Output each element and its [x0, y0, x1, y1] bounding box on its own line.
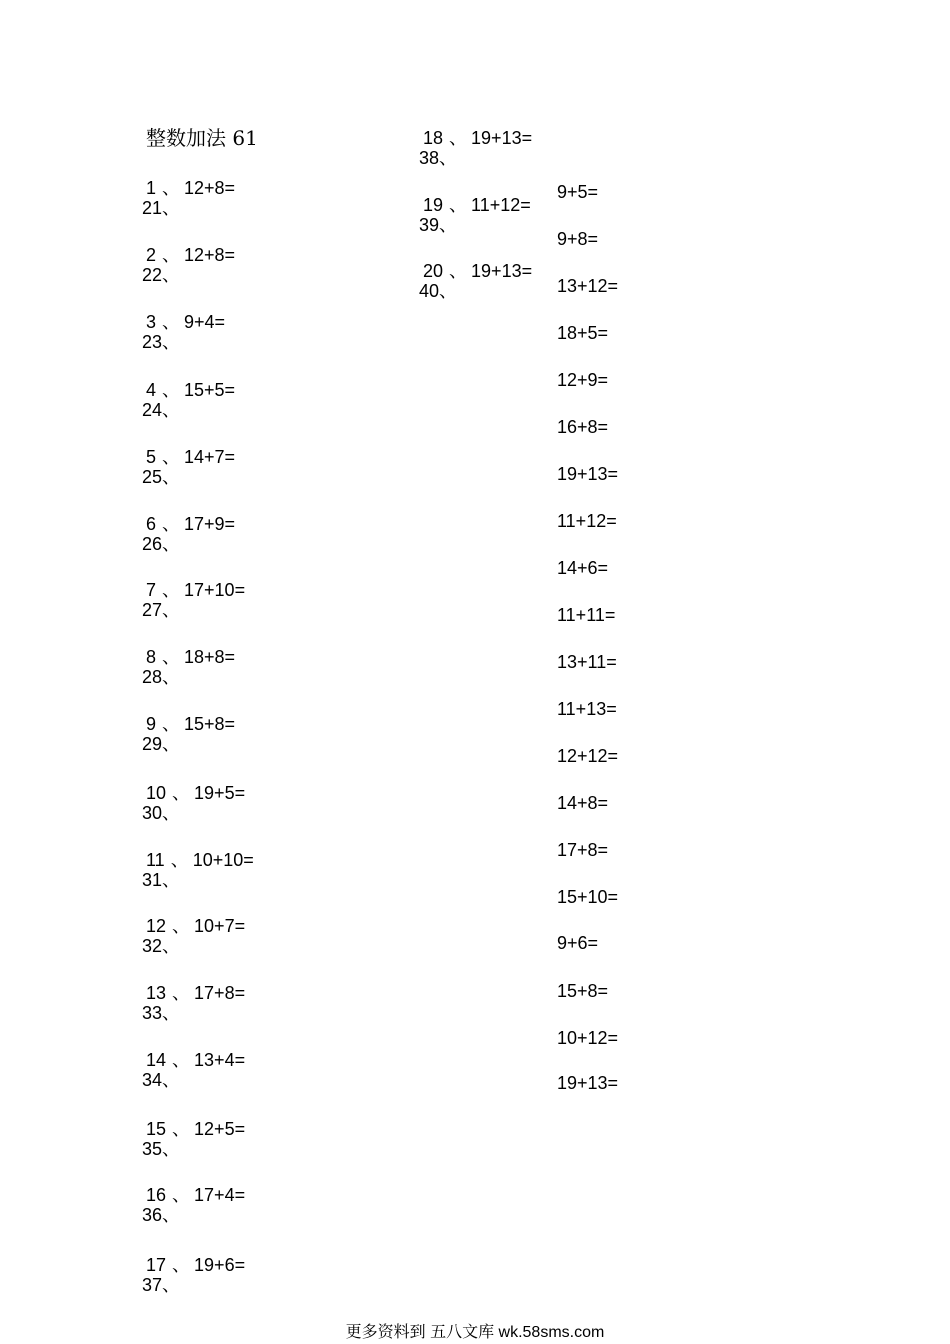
separator: 、 [172, 916, 191, 936]
continuation-number: 40、 [419, 281, 458, 301]
expression-item: 9+8= [557, 229, 599, 249]
problem-line [146, 580, 245, 600]
expression-item: 14+8= [557, 793, 609, 813]
expression-item: 10+12= [557, 1028, 619, 1048]
problem-expression: 19+5= [194, 783, 246, 803]
continuation-number: 22、 [142, 265, 181, 285]
problem-line [146, 983, 245, 1003]
separator: 、 [162, 245, 181, 265]
left-problem-11 [142, 850, 254, 890]
problem-line [146, 380, 235, 400]
expression-item: 15+8= [557, 981, 609, 1001]
continuation-number: 25、 [142, 467, 181, 487]
left-problem-6 [142, 514, 236, 554]
problem-line [146, 514, 235, 534]
middle-problem-18 [419, 128, 533, 168]
problem-number: 16 [146, 1185, 167, 1205]
left-problem-3 [142, 312, 226, 352]
continuation-number: 32、 [142, 936, 181, 956]
problem-line [146, 916, 245, 936]
expression-item: 13+11= [557, 652, 617, 672]
expression-item: 11+13= [557, 699, 617, 719]
problem-expression: 12+5= [194, 1119, 246, 1139]
problem-number: 6 [146, 514, 157, 534]
expression-item: 19+13= [557, 464, 619, 484]
expression-item: 13+12= [557, 276, 619, 296]
problem-number: 10 [146, 783, 167, 803]
footer-watermark: 更多资料到 五八文库 wk.58sms.com [345, 1324, 605, 1341]
left-problem-13 [142, 983, 246, 1023]
problem-line [423, 195, 531, 215]
problem-number: 15 [146, 1119, 167, 1139]
problem-number: 8 [146, 647, 157, 667]
expression-item: 11+12= [557, 511, 617, 531]
expression-item: 12+9= [557, 370, 609, 390]
problem-line [146, 1119, 245, 1139]
problem-line [146, 447, 235, 467]
separator: 、 [172, 983, 191, 1003]
problem-expression: 11+12= [471, 195, 531, 215]
problem-line [146, 850, 254, 870]
continuation-number: 31、 [142, 870, 181, 890]
continuation-number: 37、 [142, 1275, 181, 1295]
problem-number: 12 [146, 916, 167, 936]
problem-line [423, 128, 532, 148]
problem-expression: 17+10= [184, 580, 246, 600]
separator: 、 [162, 312, 181, 332]
left-problem-14 [142, 1050, 246, 1090]
continuation-number: 24、 [142, 400, 181, 420]
separator: 、 [162, 447, 181, 467]
problem-number: 13 [146, 983, 167, 1003]
problem-line [146, 783, 245, 803]
separator: 、 [162, 714, 181, 734]
left-problem-5 [142, 447, 236, 487]
problem-number: 1 [146, 178, 157, 198]
problem-expression: 10+10= [192, 850, 254, 870]
problem-expression: 9+4= [184, 312, 226, 332]
separator: 、 [162, 647, 181, 667]
continuation-number: 38、 [419, 148, 458, 168]
separator: 、 [172, 1050, 191, 1070]
problem-number: 2 [146, 245, 157, 265]
expression-item: 11+11= [557, 605, 616, 625]
left-problem-7 [142, 580, 246, 620]
continuation-number: 29、 [142, 734, 181, 754]
problem-line [423, 261, 532, 281]
continuation-number: 35、 [142, 1139, 181, 1159]
continuation-number: 27、 [142, 600, 181, 620]
problem-line [146, 1050, 245, 1070]
problem-number: 20 [423, 261, 444, 281]
problem-number: 14 [146, 1050, 167, 1070]
expression-item: 9+5= [557, 182, 599, 202]
separator: 、 [162, 514, 181, 534]
problem-expression: 18+8= [184, 647, 236, 667]
problem-number: 3 [146, 312, 157, 332]
left-problem-10 [142, 783, 246, 823]
problem-expression: 10+7= [194, 916, 246, 936]
continuation-number: 39、 [419, 215, 458, 235]
expression-item: 17+8= [557, 840, 609, 860]
separator: 、 [162, 580, 181, 600]
continuation-number: 26、 [142, 534, 181, 554]
problem-line [146, 178, 235, 198]
problem-number: 7 [146, 580, 157, 600]
continuation-number: 36、 [142, 1205, 181, 1225]
separator: 、 [172, 783, 191, 803]
left-problem-12 [142, 916, 246, 956]
separator: 、 [172, 1255, 191, 1275]
expression-item: 9+6= [557, 933, 599, 953]
problem-number: 9 [146, 714, 157, 734]
problem-line [146, 312, 225, 332]
continuation-number: 28、 [142, 667, 181, 687]
left-problem-17 [142, 1255, 246, 1295]
problem-expression: 17+9= [184, 514, 236, 534]
separator: 、 [172, 1119, 191, 1139]
separator: 、 [170, 850, 189, 870]
expression-item: 19+13= [557, 1073, 619, 1093]
problem-number: 11 [146, 850, 165, 870]
continuation-number: 33、 [142, 1003, 181, 1023]
problem-expression: 17+8= [194, 983, 246, 1003]
problem-expression: 13+4= [194, 1050, 246, 1070]
separator: 、 [162, 178, 181, 198]
worksheet-title: 整数加法 61 [146, 126, 258, 150]
problem-number: 18 [423, 128, 444, 148]
problem-number: 4 [146, 380, 157, 400]
problem-line [146, 1255, 245, 1275]
problem-number: 5 [146, 447, 157, 467]
problem-expression: 19+13= [471, 261, 533, 281]
separator: 、 [449, 128, 468, 148]
problem-expression: 12+8= [184, 245, 236, 265]
left-problem-9 [142, 714, 236, 754]
left-problem-16 [142, 1185, 246, 1225]
problem-line [146, 1185, 245, 1205]
problem-expression: 15+8= [184, 714, 236, 734]
left-problem-2 [142, 245, 236, 285]
left-problem-1 [142, 178, 236, 218]
continuation-number: 30、 [142, 803, 181, 823]
problem-expression: 19+6= [194, 1255, 246, 1275]
expression-item: 16+8= [557, 417, 609, 437]
problem-expression: 15+5= [184, 380, 236, 400]
separator: 、 [172, 1185, 191, 1205]
problem-line [146, 245, 235, 265]
separator: 、 [449, 195, 468, 215]
continuation-number: 34、 [142, 1070, 181, 1090]
expression-item: 15+10= [557, 887, 619, 907]
expression-item: 14+6= [557, 558, 609, 578]
problem-number: 19 [423, 195, 444, 215]
problem-line [146, 714, 235, 734]
problem-line [146, 647, 235, 667]
separator: 、 [162, 380, 181, 400]
problem-expression: 19+13= [471, 128, 533, 148]
problem-expression: 17+4= [194, 1185, 246, 1205]
expression-item: 12+12= [557, 746, 619, 766]
continuation-number: 23、 [142, 332, 181, 352]
problem-expression: 14+7= [184, 447, 236, 467]
left-problem-4 [142, 380, 236, 420]
left-problem-8 [142, 647, 236, 687]
continuation-number: 21、 [142, 198, 181, 218]
left-problem-15 [142, 1119, 246, 1159]
problem-expression: 12+8= [184, 178, 236, 198]
problem-number: 17 [146, 1255, 167, 1275]
separator: 、 [449, 261, 468, 281]
expression-item: 18+5= [557, 323, 609, 343]
middle-problem-19 [419, 195, 531, 235]
middle-problem-20 [419, 261, 533, 301]
